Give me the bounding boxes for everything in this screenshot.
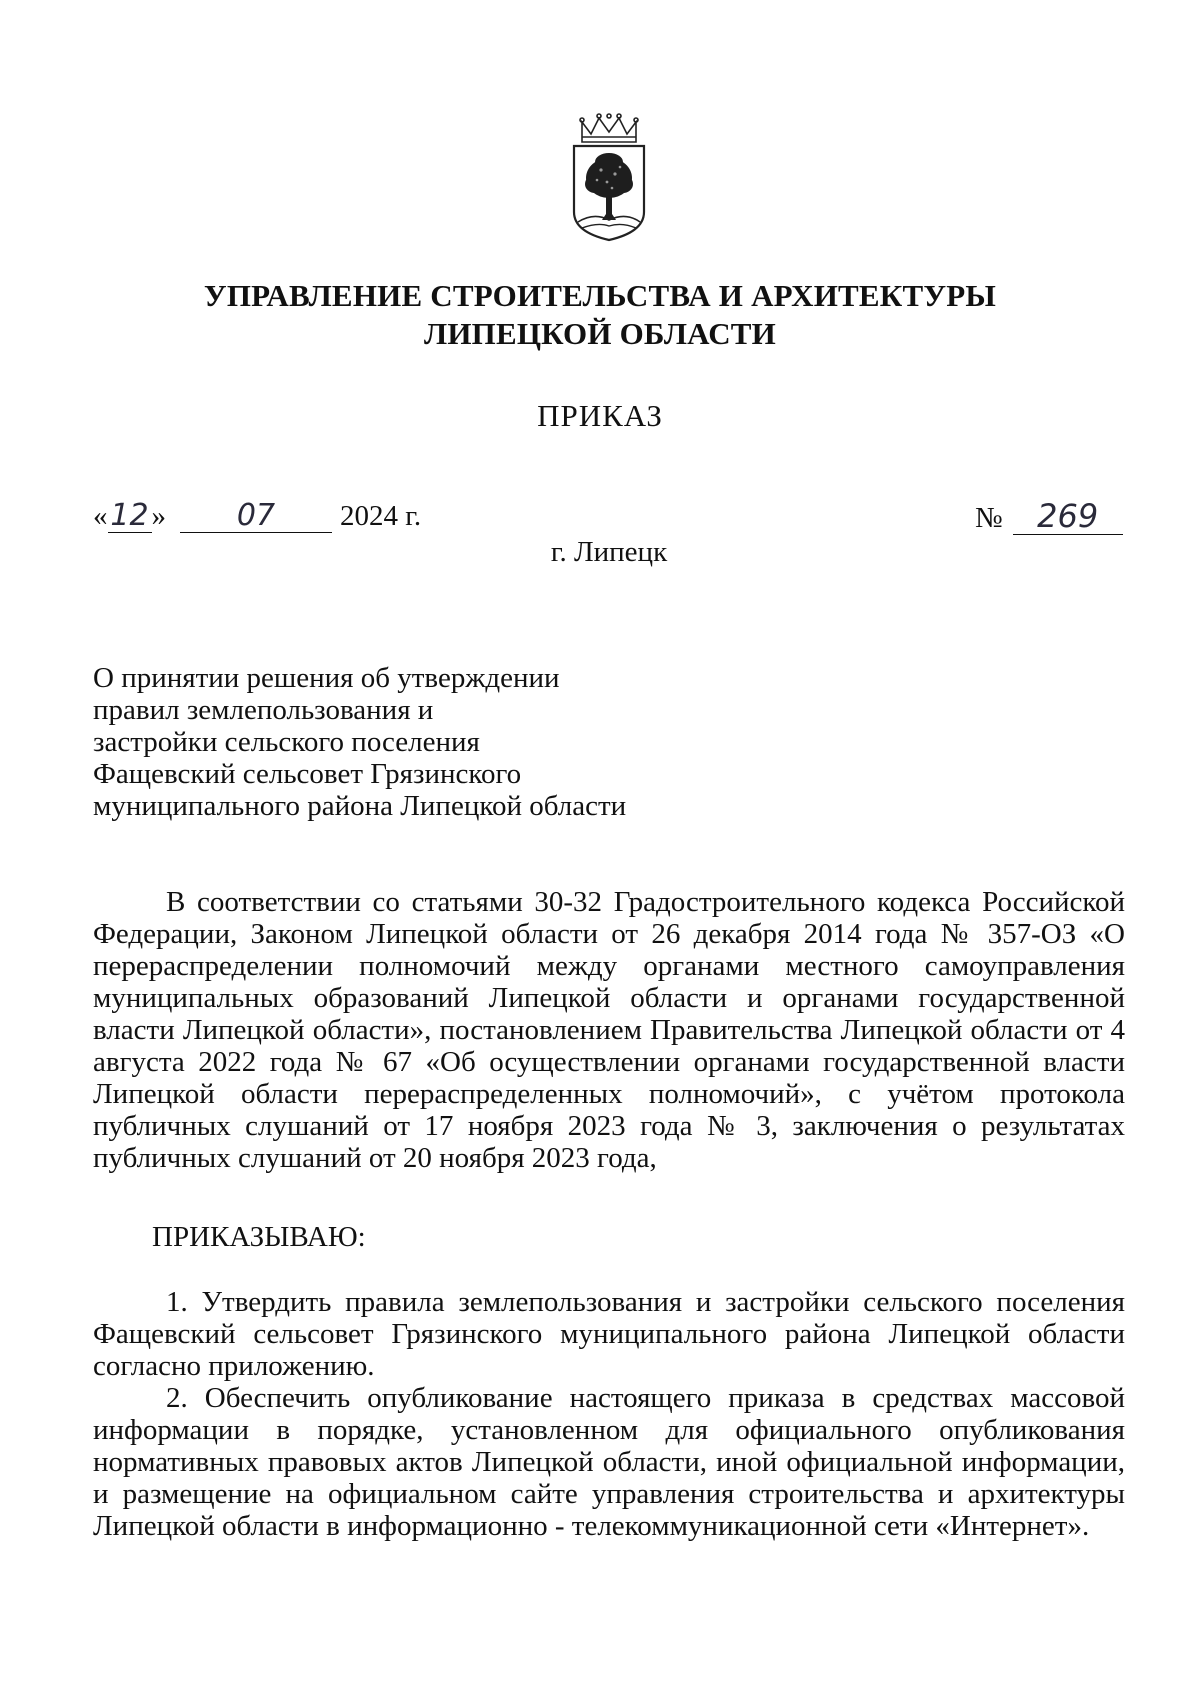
date-open-quote: « — [93, 500, 108, 532]
date-day-value: 12 — [110, 498, 149, 533]
coat-of-arms-emblem — [568, 112, 650, 242]
document-number — [975, 497, 1123, 535]
document-city: г. Липецк — [550, 536, 668, 568]
organization-name-line2: ЛИПЕЦКОЙ ОБЛАСТИ — [424, 316, 776, 351]
order-item-1: 1. Утвердить правила землепользования и застройки сельского поселения Фащевский сельсовет Грязинского муниципального района Липецкой области согласно приложению. — [93, 1286, 1125, 1382]
date-day-field — [108, 500, 152, 533]
basis-paragraph: В соответствии со статьями 30-32 Градостроительного кодекса Российской Федерации, Законом Липецкой области от 26 декабря 2014 года № 357-ОЗ «О перераспределении полномочий между органами местного самоуправления муниципальных образований Липецкой области и органами государственной власти Липецкой области», постановлением Правительства Липецкой области от 4 августа 2022 года № 67 «Об осуществлении органами государственной власти Липецкой области перераспределенных полномочий», с учётом протокола публичных слушаний от 17 ноября 2023 года № 3, заключения о результатах публичных слушаний от 20 ноября 2023 года, — [93, 886, 1125, 1174]
document-date — [93, 500, 421, 533]
number-field — [1013, 497, 1123, 535]
number-value: 269 — [1037, 497, 1099, 535]
subject-line: застройки сельского поселения — [93, 726, 480, 758]
order-item-2: 2. Обеспечить опубликование настоящего приказа в средствах массовой информации в порядке, установленном для официального опубликования нормативных правовых актов Липецкой области, иной официальной информации, и размещение на официальном сайте управления строительства и архитектуры Липецкой области в информационно - телекоммуникационной сети «Интернет». — [93, 1382, 1125, 1542]
subject-line: муниципального района Липецкой области — [93, 790, 627, 822]
date-year: 2024 г. — [340, 500, 422, 532]
subject-line: О принятии решения об утверждении — [93, 662, 560, 694]
subject-line: правил землепользования и — [93, 694, 434, 726]
date-month-value: 07 — [236, 498, 276, 533]
document-type-title: ПРИКАЗ — [537, 398, 663, 433]
number-sign: № — [975, 502, 1003, 534]
subject-line: Фащевский сельсовет Грязинского — [93, 758, 522, 790]
date-month-field — [180, 500, 332, 533]
document-subject — [93, 662, 626, 822]
organization-name-line1: УПРАВЛЕНИЕ СТРОИТЕЛЬСТВА И АРХИТЕКТУРЫ — [203, 278, 997, 313]
date-close-quote: » — [151, 500, 166, 532]
order-heading: ПРИКАЗЫВАЮ: — [152, 1221, 366, 1253]
